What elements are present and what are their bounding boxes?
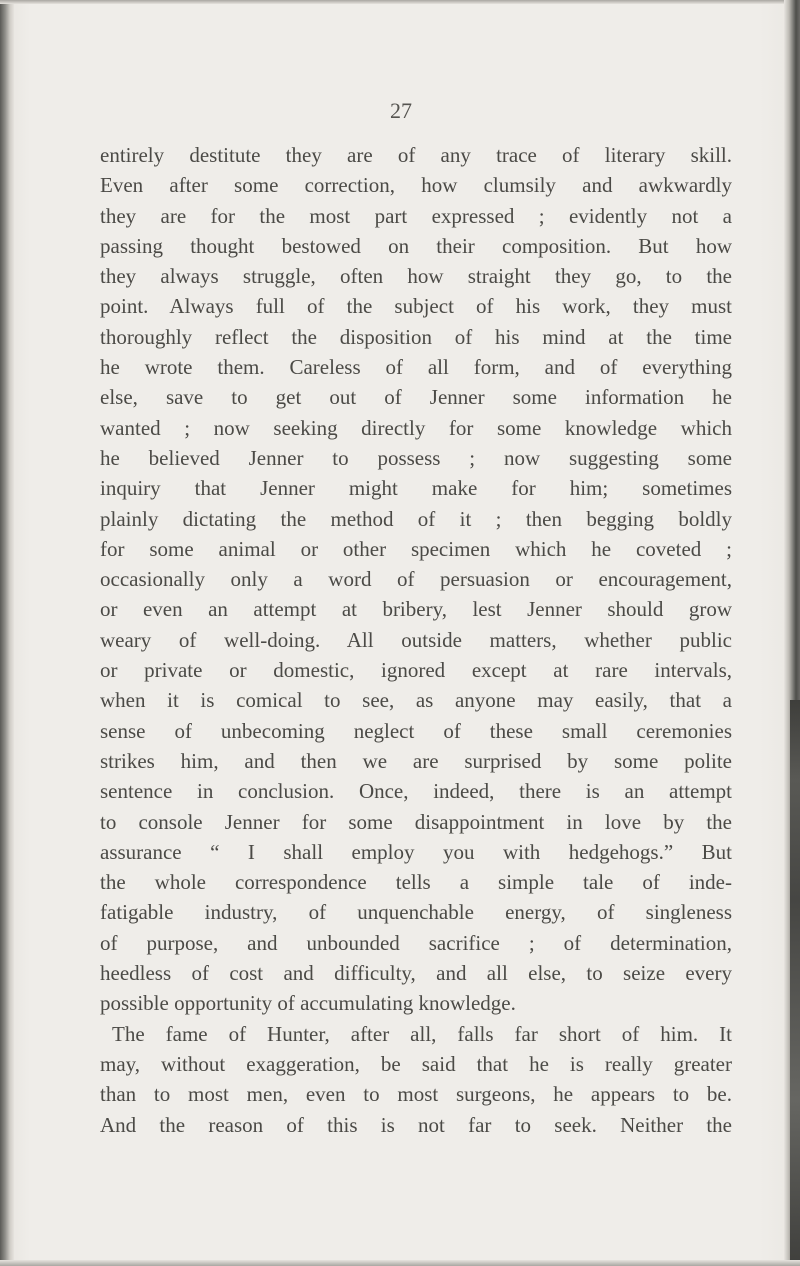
text-line: they always struggle, often how straight they go, to the: [100, 264, 732, 289]
text-line: else, save to get out of Jenner some information he: [100, 385, 732, 410]
text-line: sentence in conclusion. Once, indeed, there is an attempt: [100, 779, 732, 804]
body-text: [100, 140, 732, 1140]
text-line: strikes him, and then we are surprised by some polite: [100, 748, 732, 773]
text-line: of purpose, and unbounded sacrifice ; of determination,: [100, 930, 732, 955]
text-line: inquiry that Jenner might make for him; sometimes: [100, 476, 732, 501]
page-left-edge: [0, 0, 14, 1266]
text-line: they are for the most part expressed ; evidently not a: [100, 203, 732, 228]
text-line: passing thought bestowed on their composition. But how: [100, 233, 732, 258]
text-line: fatigable industry, of unquenchable energy, of singleness: [100, 900, 732, 925]
text-line: occasionally only a word of persuasion or encouragement,: [100, 567, 732, 592]
text-line: weary of well-doing. All outside matters, whether public: [100, 627, 732, 652]
text-line: assurance “ I shall employ you with hedgehogs.” But: [100, 839, 732, 864]
text-line: when it is comical to see, as anyone may easily, that a: [100, 688, 732, 713]
text-line: or private or domestic, ignored except at rare intervals,: [100, 658, 732, 683]
text-line: may, without exaggeration, be said that he is really greater: [100, 1051, 732, 1076]
page-top-edge: [0, 0, 800, 4]
text-line: than to most men, even to most surgeons, he appears to be.: [100, 1082, 732, 1107]
text-line: he wrote them. Careless of all form, and of everything: [100, 355, 732, 380]
text-line: The fame of Hunter, after all, falls far short of him. It: [112, 1021, 732, 1046]
text-line: for some animal or other specimen which he coveted ;: [100, 536, 732, 561]
text-line: entirely destitute they are of any trace of literary skill.: [100, 143, 732, 167]
text-line: plainly dictating the method of it ; then begging boldly: [100, 506, 732, 531]
page-bottom-edge: [0, 1260, 800, 1266]
text-line: point. Always full of the subject of his work, they must: [100, 294, 732, 319]
text-line: thoroughly reflect the disposition of his mind at the time: [100, 324, 732, 349]
text-line: wanted ; now seeking directly for some knowledge which: [100, 415, 732, 440]
text-line: Even after some correction, how clumsily and awkwardly: [100, 173, 732, 198]
text-line: possible opportunity of accumulating knowledge.: [100, 991, 516, 1016]
binding-strip: [790, 700, 800, 1266]
text-line: the whole correspondence tells a simple tale of inde-: [100, 870, 732, 895]
text-line: And the reason of this is not far to seek. Neither the: [100, 1112, 732, 1137]
page-number: 27: [390, 98, 412, 123]
text-line: he believed Jenner to possess ; now suggesting some: [100, 445, 732, 470]
text-line: or even an attempt at bribery, lest Jenner should grow: [100, 597, 732, 622]
text-line: heedless of cost and difficulty, and all else, to seize every: [100, 961, 732, 986]
text-line: sense of unbecoming neglect of these small ceremonies: [100, 718, 732, 743]
text-line: to console Jenner for some disappointment in love by the: [100, 809, 732, 834]
